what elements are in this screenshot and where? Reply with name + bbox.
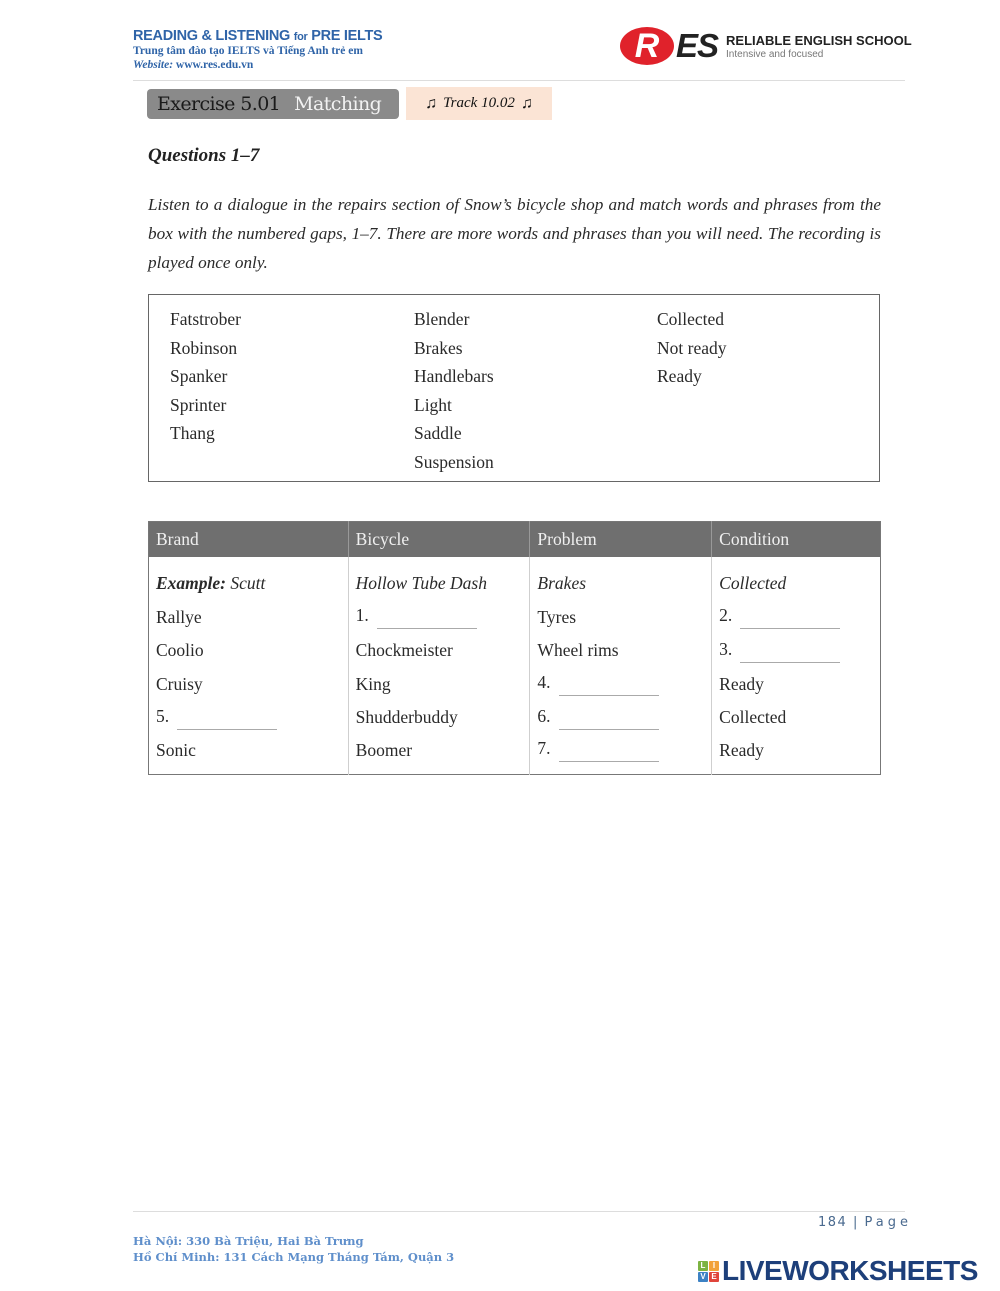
course-title: READING & LISTENING for PRE IELTS <box>133 28 383 44</box>
word-box-column-problems <box>414 305 494 477</box>
cell-brand: Example: Scutt <box>156 573 266 593</box>
word-option: Light <box>414 394 452 415</box>
cell-problem: Tyres <box>530 601 712 635</box>
cell-problem <box>530 735 712 775</box>
music-note-icon: ♫ <box>520 94 533 112</box>
logo-r-mark: R <box>620 27 674 65</box>
cell-bicycle <box>348 601 530 635</box>
table-row-example <box>149 557 881 601</box>
school-name: RELIABLE ENGLISH SCHOOL <box>726 32 912 48</box>
table-row <box>149 601 881 635</box>
table-row <box>149 701 881 735</box>
answer-input-2[interactable] <box>740 611 840 629</box>
exercise-title-bar <box>147 89 399 119</box>
header-divider <box>133 80 905 81</box>
cell-brand <box>149 701 349 735</box>
answer-input-6[interactable] <box>559 712 659 730</box>
cell-condition: Ready <box>712 668 881 702</box>
cell-condition: Collected <box>712 701 881 735</box>
footer-divider <box>133 1211 905 1212</box>
cell-bicycle: Chockmeister <box>348 634 530 668</box>
cell-brand: Rallye <box>156 606 202 627</box>
footer-addresses <box>133 1233 454 1265</box>
word-option: Ready <box>657 366 702 387</box>
word-option: Spanker <box>170 366 228 387</box>
cell-condition: Collected <box>712 557 881 601</box>
word-option: Fatstrober <box>170 309 241 329</box>
answer-input-4[interactable] <box>559 678 659 696</box>
address-hanoi: Hà Nội: 330 Bà Triệu, Hai Bà Trưng <box>133 1234 364 1248</box>
word-option: Handlebars <box>414 366 494 387</box>
cell-brand: Coolio <box>156 640 204 661</box>
cell-brand: Sonic <box>156 739 196 760</box>
gap-number: 5. <box>156 705 170 726</box>
cell-bicycle: Boomer <box>348 735 530 775</box>
word-option: Saddle <box>414 423 462 444</box>
gap-number: 3. <box>719 638 733 659</box>
address-hcm: Hồ Chí Minh: 131 Cách Mạng Tháng Tám, Quận 3 <box>133 1250 455 1264</box>
word-option: Robinson <box>170 337 238 358</box>
word-box <box>148 294 880 482</box>
instructions: Listen to a dialogue in the repairs section of Snow’s bicycle shop and match words and phrases from the box with the numbered gaps, 1–7. There are more words and phrases than you will need. The recording is played once only. <box>148 195 881 272</box>
word-option: Thang <box>170 423 215 444</box>
res-logo <box>620 27 912 65</box>
cell-bicycle: Hollow Tube Dash <box>348 557 530 601</box>
track-label: Track 10.02 <box>443 95 515 111</box>
word-option: Not ready <box>657 337 727 358</box>
document-header <box>133 28 382 71</box>
answer-input-1[interactable] <box>377 611 477 629</box>
column-header-brand: Brand <box>149 522 349 557</box>
answer-input-7[interactable] <box>559 744 659 762</box>
cell-problem: Wheel rims <box>530 634 712 668</box>
gap-number: 6. <box>537 705 551 726</box>
table-header-row <box>149 522 881 557</box>
cell-condition <box>712 601 881 635</box>
cell-bicycle: Shudderbuddy <box>348 701 530 735</box>
word-option: Suspension <box>414 451 494 472</box>
center-subtitle: Trung tâm đào tạo IELTS và Tiếng Anh trẻ em <box>133 45 363 57</box>
website-line: Website: www.res.edu.vn <box>133 59 254 71</box>
column-header-bicycle: Bicycle <box>348 522 530 557</box>
music-note-icon: ♫ <box>425 94 438 112</box>
school-tagline: Intensive and focused <box>726 48 824 60</box>
column-header-condition: Condition <box>712 522 881 557</box>
word-option: Brakes <box>414 337 463 358</box>
logo-es-mark: ES <box>676 27 719 64</box>
word-option: Blender <box>414 309 470 329</box>
word-box-column-brands <box>170 305 241 448</box>
gap-number: 2. <box>719 605 733 626</box>
cell-bicycle: King <box>348 668 530 702</box>
column-header-problem: Problem <box>530 522 712 557</box>
cell-problem <box>530 668 712 702</box>
questions-heading: Questions 1–7 <box>148 145 260 166</box>
cell-brand: Cruisy <box>156 673 203 694</box>
matching-table <box>148 521 881 775</box>
liveworksheets-wordmark: LIVEWORKSHEETS <box>722 1255 978 1286</box>
word-box-column-conditions <box>657 305 727 391</box>
live-grid-icon: L I V E <box>698 1261 719 1282</box>
gap-number: 7. <box>537 738 551 759</box>
table-row <box>149 735 881 775</box>
cell-problem <box>530 701 712 735</box>
cell-condition <box>712 634 881 668</box>
table-row <box>149 668 881 702</box>
cell-problem: Brakes <box>530 557 712 601</box>
answer-input-5[interactable] <box>177 712 277 730</box>
cell-condition: Ready <box>712 735 881 775</box>
answer-input-3[interactable] <box>740 645 840 663</box>
gap-number: 1. <box>355 605 369 626</box>
liveworksheets-logo <box>698 1255 978 1287</box>
exercise-name: Matching <box>294 93 382 115</box>
table-row <box>149 634 881 668</box>
word-option: Sprinter <box>170 394 227 415</box>
page-number: 184 | Page <box>818 1215 912 1230</box>
exercise-number: Exercise 5.01 <box>157 93 281 115</box>
audio-track-button[interactable] <box>406 87 552 120</box>
word-option: Collected <box>657 309 725 329</box>
website-url: www.res.edu.vn <box>175 59 254 71</box>
gap-number: 4. <box>537 672 551 693</box>
